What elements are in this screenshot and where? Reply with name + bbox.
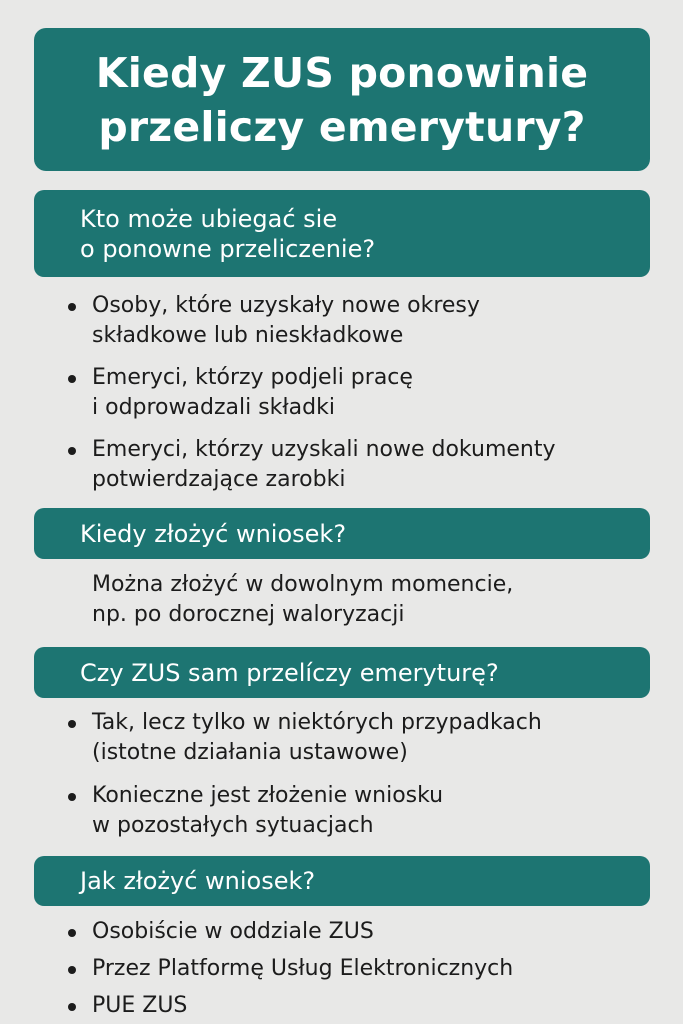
- list-item: Osoby, które uzyskały nowe okresy składkowe lub nieskładkowe: [64, 291, 644, 351]
- section-heading-who-can-apply: [34, 190, 650, 277]
- heading-line: Jak złożyć wniosek?: [80, 867, 316, 895]
- heading-line: Czy ZUS sam przelíczy emeryturę?: [80, 658, 499, 687]
- section-heading-how-to-apply: [34, 856, 650, 906]
- eligibility-list: [64, 291, 644, 495]
- automatic-recalculation-list: [64, 708, 644, 841]
- list-item: Emeryci, którzy uzyskali nowe dokumenty potwierdzające zarobki: [64, 435, 644, 495]
- section-heading-when-to-apply: [34, 508, 650, 559]
- section-heading-automatic-recalculation: [34, 647, 650, 698]
- heading-line: Kto może ubiegać sie: [80, 204, 338, 233]
- when-to-apply-text: Można złożyć w dowolnym momencie, np. po dorocznej waloryzacji: [92, 572, 514, 627]
- how-to-apply-list: [64, 917, 644, 1021]
- heading-line: o ponowne przeliczenie?: [80, 234, 376, 263]
- list-item: Konieczne jest złożenie wniosku w pozostałych sytuacjach: [64, 781, 644, 841]
- title-line-1: Kiedy ZUS ponowinie: [95, 48, 589, 97]
- heading-line: Kiedy złożyć wniosek?: [80, 519, 347, 548]
- list-item: PUE ZUS: [64, 991, 644, 1021]
- title-line-2: przeliczy emerytury?: [98, 102, 586, 151]
- list-item: Osobiście w oddziale ZUS: [64, 917, 644, 947]
- list-item: Przez Platformę Usług Elektronicznych: [64, 954, 644, 984]
- list-item: Tak, lecz tylko w niektórych przypadkach (istotne działania ustawowe): [64, 708, 644, 768]
- list-item: Emeryci, którzy podjeli pracę i odprowadzali składki: [64, 363, 644, 423]
- page-title: [34, 28, 650, 171]
